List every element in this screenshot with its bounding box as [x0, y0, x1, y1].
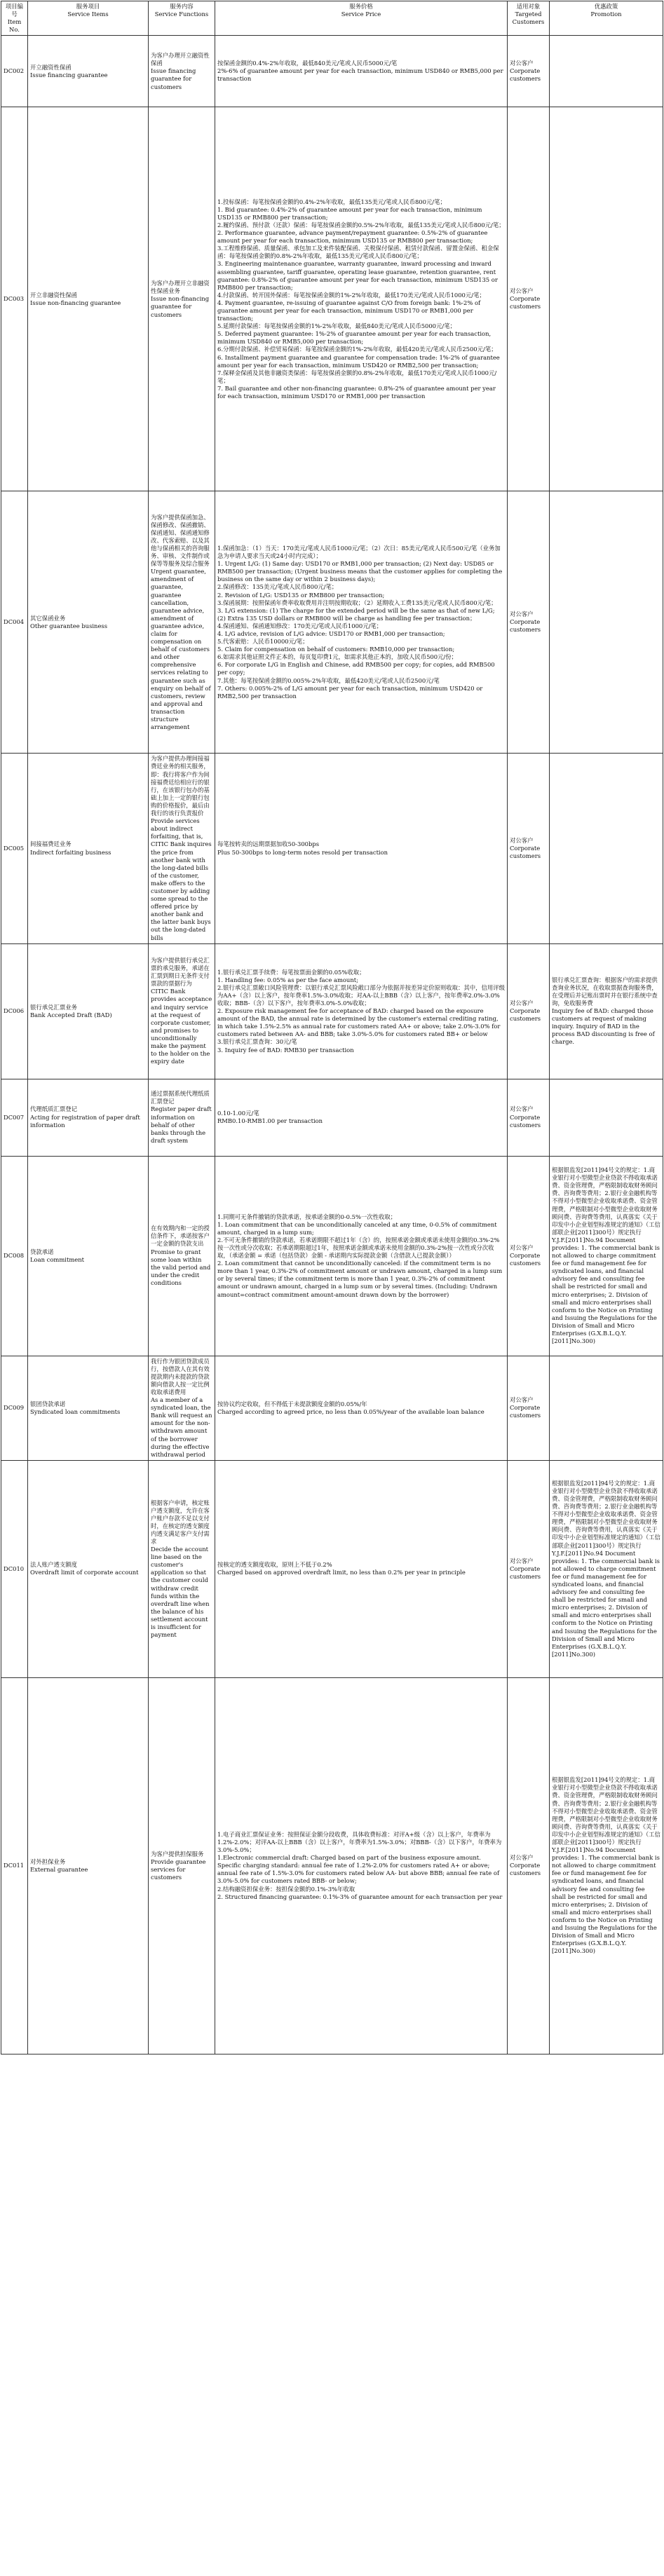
- service-item-cell: [28, 36, 149, 107]
- targeted-customers-cell: [508, 36, 550, 107]
- targeted-customers-line: Corporate customers: [510, 1252, 541, 1267]
- service-item-en: Acting for registration of paper draft information: [30, 1113, 140, 1129]
- service-price-cell: [215, 1460, 508, 1677]
- item-code: DC011: [4, 1862, 25, 1869]
- targeted-customers-line: Corporate customers: [510, 1404, 541, 1419]
- promotion-cell: [550, 491, 663, 754]
- service-function-line: 通过票据系统代理纸质汇票登记: [151, 1090, 210, 1105]
- service-price-line: Charged based on approved overdraft limit, no less than 0.2% per year in principle: [217, 1569, 466, 1576]
- item-code: DC004: [4, 618, 25, 626]
- service-item-cell: [28, 491, 149, 754]
- service-item-cell: [28, 943, 149, 1079]
- item-code-cell: [1, 1079, 28, 1156]
- table-row: [1, 36, 663, 107]
- targeted-customers-line: Corporate customers: [510, 844, 541, 860]
- targeted-customers-line: 对公客户: [510, 611, 534, 618]
- service-price-line: 7.其他：每笔按保函金额的0.005%-2%年收取，最低420美元/笔或人民币2500元/笔: [217, 676, 440, 684]
- service-price-line: 1.银行承兑汇票手续费：每笔按票面金额的0.05%收取；: [217, 968, 365, 976]
- service-item-zh: 银团贷款承诺: [30, 1400, 66, 1408]
- service-price-cell: [215, 1156, 508, 1356]
- service-price-line: 按保函金额的0.4%-2%年收取，最低840美元/笔或人民币5000元/笔: [217, 60, 398, 67]
- service-item-en: Syndicated loan commitments: [30, 1408, 121, 1415]
- item-code-cell: [1, 491, 28, 754]
- targeted-customers-cell: [508, 107, 550, 491]
- targeted-customers-line: Corporate customers: [510, 1007, 541, 1023]
- service-item-cell: [28, 1079, 149, 1156]
- service-price-line: 4. Payment guarantee, re-issuing of guarantee against C/O from foreign bank: 1%-2% of guarantee amount per year for each transaction, minimum USD170 or RMB1,000 per transaction;: [217, 299, 481, 322]
- service-function-line: Provide guarantee services for customers: [151, 1858, 206, 1881]
- service-item-cell: [28, 1460, 149, 1677]
- service-function-line: Issue financing guarantee for customers: [151, 67, 196, 90]
- promotion-cell: [550, 1677, 663, 2054]
- service-function-line: 为客户提供保函加急、保函修改、保函撤销、保函通知、保函通知修改、代客索赔、以及其他与保函相关的咨询服务、审核、文件制作或保等等服务及综合服务: [151, 513, 210, 568]
- fee-schedule-table: [1, 1, 663, 2054]
- service-price-line: 按核定的透支额度收取，原则上不低于0.2%: [217, 1561, 332, 1569]
- item-code: DC006: [4, 1007, 25, 1015]
- service-item-zh: 法人账户透支额度: [30, 1561, 77, 1569]
- service-function-line: 我行作为银团贷款成员行，按借款人在其有效提款期内未提款的贷款额向借款人按一定比例收取承诺费用: [151, 1357, 210, 1396]
- targeted-customers-line: Corporate customers: [510, 295, 541, 311]
- service-price-line: Plus 50-300bps to long-term notes resold per transaction: [217, 848, 388, 856]
- promotion-line: Inquiry fee of BAD: charged those customers at request of making inquiry. Inquiry of BAD in the process BAD discounting is free of charge.: [552, 1007, 655, 1046]
- promotion-line: 根据银监发[2011]94号文的规定：1.商业银行对小型微型企业贷款不得收取承诺费、资金管理费，严格限制收取财务顾问费、咨询费等费用；2.银行业金融机构等不得对小型微型企业收取承诺费、资金管理费，严格限制对小型微型企业收取财务顾问费、咨询费等费用，认真落实《关于印发中小企业划型标准规定的通知》（工信部联企业[2011]300号）规定执行: [552, 1479, 660, 1549]
- service-price-cell: [215, 754, 508, 943]
- service-price-line: 4.付款保函、转开国外保函：每笔按保函金额的1%-2%年收取，最低170美元/笔或人民币1000元/笔；: [217, 291, 485, 299]
- service-price-line: 2.不可无条件撤销的贷款承诺，若承诺期限不超过1年（含）的，按照承诺金额或承诺未使用金额的0.3%-2%按一次性或分次收取；若承诺期限超过1年，按照承诺金额或承诺未使用金额的0.3%-2%按一次性或分次收取，（承诺金额 = 承诺（包括贷款）金额 - 承诺期内实际提款金额（含借款人已提款金额））: [217, 1236, 500, 1260]
- service-function-line: CITIC Bank provides acceptance and inquiry service at the request of corporate customer, and promises to unconditionally make the payment to the holder on the expiry date: [151, 988, 212, 1065]
- service-price-line: 3.银行承兑汇票查询：30元/笔: [217, 1038, 297, 1046]
- service-price-line: 1. Handling fee: 0.05% as per the face amount;: [217, 976, 358, 983]
- service-price-line: 7.保释金保函及其他非融资类保函：每笔按保函金额的0.8%-2%年收取，最低170美元/笔或人民币1000元/笔；: [217, 369, 497, 384]
- service-price-line: Charged according to agreed price, no less than 0.05%/year of the available loan balance: [217, 1408, 485, 1415]
- service-price-line: 2.保函修改：135美元/笔或人民币800元/笔；: [217, 583, 338, 591]
- item-code-cell: [1, 1356, 28, 1460]
- item-code-cell: [1, 943, 28, 1079]
- targeted-customers-line: 对公客户: [510, 1396, 534, 1404]
- service-function-cell: [149, 1677, 215, 2054]
- item-code: DC007: [4, 1113, 25, 1121]
- service-item-en: External guarantee: [30, 1865, 88, 1873]
- targeted-customers-cell: [508, 1156, 550, 1356]
- targeted-customers-line: Corporate customers: [510, 1862, 541, 1877]
- service-price-line: 3.保函展期：按照保函年费率收取费用并注明按期收取；（2）延期收入工费135美元/笔或人民币800元/笔；: [217, 599, 497, 606]
- header-target: 适用对象 Targeted Customers: [508, 1, 550, 36]
- service-item-cell: [28, 107, 149, 491]
- service-function-cell: [149, 1079, 215, 1156]
- table-row: [1, 754, 663, 943]
- service-function-line: Register paper draft information on behalf of other banks through the draft system: [151, 1105, 212, 1144]
- service-item-en: Indirect forfaiting business: [30, 848, 111, 856]
- service-price-line: 3. Inquiry fee of BAD: RMB30 per transaction: [217, 1046, 354, 1054]
- service-function-cell: [149, 491, 215, 754]
- table-row: [1, 1079, 663, 1156]
- item-code-cell: [1, 36, 28, 107]
- item-code: DC003: [4, 295, 25, 303]
- promotion-cell: [550, 943, 663, 1079]
- targeted-customers-line: 对公客户: [510, 60, 534, 67]
- service-price-cell: [215, 1356, 508, 1460]
- service-price-cell: [215, 107, 508, 491]
- targeted-customers-cell: [508, 1677, 550, 2054]
- service-price-cell: [215, 491, 508, 754]
- service-function-cell: [149, 943, 215, 1079]
- service-price-line: 2. Structured financing guarantee: 0.1%-3% of guarantee amount for each transaction per year: [217, 1893, 503, 1900]
- item-code: DC009: [4, 1404, 25, 1412]
- service-function-line: 为客户办理开立非融资性保函业务: [151, 280, 210, 295]
- targeted-customers-line: 对公客户: [510, 1105, 534, 1113]
- service-function-line: Promise to grant some loan within the valid period and under the credit conditions: [151, 1248, 211, 1286]
- promotion-line: Y.J.F.[2011]No.94 Document provides: 1. The commercial bank is not allowed to charge commitment fee or fund management fee for syndicated loans, and financial advisory fee and consulting fee shall be restricted for small and micro enterprises; 2. Division of small and micro enterprises shall conform to the Notice on Printing and Issuing the Regulations for the Division of Small and Micro Enterprises (G.X.B.L.Q.Y.[2011]No.300): [552, 1236, 660, 1345]
- service-price-line: 6. For corporate L/G in English and Chinese, add RMB500 per copy; for copies, add RMB500 per copy;: [217, 661, 495, 676]
- item-code-cell: [1, 1156, 28, 1356]
- service-price-cell: [215, 36, 508, 107]
- item-code-cell: [1, 1460, 28, 1677]
- service-function-cell: [149, 1356, 215, 1460]
- promotion-cell: [550, 1156, 663, 1356]
- service-item-zh: 其它保函业务: [30, 614, 66, 622]
- targeted-customers-cell: [508, 943, 550, 1079]
- service-price-line: 2. Loan commitment that cannot be unconditionally canceled: if the commitment term is no more than 1 year, 0.3%-2% of commitment amount or undrawn amount, charged in a lump sum or by several times; if the commitment term is more than 1 year, 0.3%-2% of commitment amount or undrawn amount, charged in a lump sum or by several times. (Including: Undrawn amount=contract commitment amount-amount drawn down by the borrower): [217, 1260, 503, 1298]
- promotion-line: 根据银监发[2011]94号文的规定：1.商业银行对小型微型企业贷款不得收取承诺费、资金管理费，严格限制收取财务顾问费、咨询费等费用；2.银行业金融机构等不得对小型微型企业收取承诺费、资金管理费，严格限制对小型微型企业收取财务顾问费、咨询费等费用，认真落实《关于印发中小企业划型标准规定的通知》（工信部联企业[2011]300号）规定执行: [552, 1166, 660, 1236]
- service-price-line: 1.同期可无条件撤销的贷款承诺，按承诺金额的0-0.5%一次性收取；: [217, 1213, 397, 1220]
- service-item-zh: 贷款承诺: [30, 1248, 54, 1255]
- service-item-zh: 代理纸质汇票登记: [30, 1105, 77, 1113]
- targeted-customers-line: Corporate customers: [510, 67, 541, 83]
- service-function-line: 在有效期内和一定的授信条件下，承诺按客户一定金额的贷款支出: [151, 1225, 210, 1248]
- service-item-cell: [28, 754, 149, 943]
- service-function-line: Urgent guarantee, amendment of guarantee, guarantee cancellation, guarantee advice, amendment of guarantee advice, claim for compensation on behalf of customers and other comprehensive services relating to guarantee such as enquiry on behalf of customers, review and approval and transaction structure arrangement: [151, 568, 211, 731]
- header-item: 服务项目 Service Items: [28, 1, 149, 36]
- targeted-customers-line: 对公客户: [510, 836, 534, 844]
- promotion-cell: [550, 36, 663, 107]
- service-price-line: 4.保函通知、保函通知修改：170美元/笔或人民币1000元/笔；: [217, 622, 383, 629]
- service-price-line: 1.电子商业汇票保证业务：按照保证金额分段收费，具体收费标准：对评A+级（含）以上客户，年费率为1.2%-2.0%；对评AA-以上BBB（含）以上客户，年费率为1.5%-3.0%；对BBB-（含）以下客户，年费率为3.0%-5.0%；: [217, 1830, 502, 1854]
- service-price-line: 1.保函加急：（1）当天：170美元/笔或人民币1000元/笔；（2）次日：85美元/笔或人民币500元/笔（业务加急为申请人要求当天或24小时内完成）；: [217, 544, 501, 560]
- item-code: DC002: [4, 67, 25, 75]
- service-function-line: 为客户提供银行承兑汇票的承兑服务，承诺在汇票到期日无条件支付票款的票据行为: [151, 956, 210, 988]
- service-price-line: 1.投标保函：每笔按保函金额的0.4%-2%年收取，最低135美元/笔或人民币800元/笔；: [217, 198, 446, 205]
- promotion-line: Y.J.F.[2011]No.94 Document provides: 1. The commercial bank is not allowed to charge commitment fee or fund management fee for syndicated loans, and financial advisory fee and consulting fee shall be restricted for small and micro enterprises; 2. Division of small and micro enterprises shall conform to the Notice on Printing and Issuing the Regulations for the Division of Small and Micro Enterprises (G.X.B.L.Q.Y.[2011]No.300): [552, 1846, 660, 1955]
- service-price-cell: [215, 1079, 508, 1156]
- targeted-customers-cell: [508, 1460, 550, 1677]
- service-price-line: 2.结构融资担保业务：按担保金额的0.1%-3%年收取: [217, 1885, 355, 1893]
- service-price-line: 3.工程维修保函、质量保函、承包加工及来件装配保函、关税保付保函、租赁付款保函、留置金保函、租金保函：每笔按保函金额的0.8%-2%年收取，最低135美元/笔或人民币800元/笔；: [217, 245, 499, 260]
- service-item-en: Bank Accepted Draft (BAD): [30, 1011, 112, 1018]
- promotion-line: Y.J.F.[2011]No.94 Document provides: 1. The commercial bank is not allowed to charge commitment fee or fund management fee for syndicated loans, and financial advisory fee and consulting fee shall be restricted for small and micro enterprises; 2. Division of small and micro enterprises shall conform to the Notice on Printing and Issuing the Regulations for the Division of Small and Micro Enterprises (G.X.B.L.Q.Y.[2011]No.300): [552, 1549, 660, 1658]
- service-item-en: Issue financing guarantee: [30, 71, 108, 79]
- targeted-customers-line: Corporate customers: [510, 618, 541, 634]
- item-code-cell: [1, 107, 28, 491]
- targeted-customers-line: 对公客户: [510, 999, 534, 1007]
- targeted-customers-line: 对公客户: [510, 1854, 534, 1862]
- item-code-cell: [1, 1677, 28, 2054]
- targeted-customers-line: Corporate customers: [510, 1565, 541, 1580]
- service-function-cell: [149, 107, 215, 491]
- service-function-line: Issue non-financing guarantee for customers: [151, 295, 210, 318]
- targeted-customers-cell: [508, 1356, 550, 1460]
- service-price-line: 每笔按转卖的远期票据加收50-300bps: [217, 840, 319, 848]
- table-body: [1, 36, 663, 2054]
- table-row: [1, 1460, 663, 1677]
- service-price-line: 7. Bail guarantee and other non-financing guarantee: 0.8%-2% of guarantee amount per year for each transaction, minimum USD170 or RMB1,000 per transaction: [217, 384, 496, 400]
- service-function-line: 根据客户申请，核定账户透支额度，允许在客户账户存款不足以支付时，在核定的透支额度内透支满足客户支付需求: [151, 1499, 210, 1545]
- table-row: [1, 491, 663, 754]
- service-item-zh: 银行承兑汇票业务: [30, 1003, 77, 1011]
- table-row: [1, 107, 663, 491]
- service-price-line: 4. L/G advice, revision of L/G advice: USD170 or RMB1,000 per transaction;: [217, 629, 445, 637]
- promotion-cell: [550, 754, 663, 943]
- service-function-line: 为客户办理开立融资性保函: [151, 52, 210, 67]
- service-item-cell: [28, 1156, 149, 1356]
- service-function-line: As a member of a syndicated loan, the Bank will request an amount for the non-withdrawn amount of the borrower during the effective withdrawal period: [151, 1396, 212, 1458]
- service-price-line: 0.10-1.00元/笔: [217, 1110, 259, 1117]
- item-code: DC005: [4, 844, 25, 852]
- service-price-cell: [215, 943, 508, 1079]
- service-item-zh: 对外担保业务: [30, 1858, 66, 1865]
- service-item-cell: [28, 1356, 149, 1460]
- service-item-zh: 开立融资性保函: [30, 63, 72, 71]
- targeted-customers-cell: [508, 1079, 550, 1156]
- service-price-line: 6. Installment payment guarantee and guarantee for compensation trade: 1%-2% of guarantee amount per year for each transaction, minimum USD420 or RMB2,500 per transaction;: [217, 353, 500, 369]
- service-price-line: 5. Deferred payment guarantee: 1%-2% of guarantee amount per year for each transaction, minimum USD840 or RMB5,000 per transaction;: [217, 330, 492, 346]
- service-price-line: 1. Loan commitment that can be unconditionally canceled at any time, 0-0.5% of commitment amount, charged in a lump sum;: [217, 1220, 497, 1236]
- service-item-cell: [28, 1677, 149, 2054]
- service-function-cell: [149, 1460, 215, 1677]
- service-price-line: 5.代客索赔：人民币10000元/笔；: [217, 638, 309, 646]
- item-code-cell: [1, 754, 28, 943]
- service-function-cell: [149, 1156, 215, 1356]
- targeted-customers-line: 对公客户: [510, 1557, 534, 1565]
- service-price-cell: [215, 1677, 508, 2054]
- service-price-line: 6.如需求其他证照文件正本的，每页复印费1元，如需求其他正本的，加收人民币500元/份；: [217, 653, 457, 661]
- service-price-line: 3. L/G extension: (1) The charge for the extended period will be the same as that of new L/G; (2) Extra 135 USD dollars or RMB800 will be charge as handling fee per transaction；: [217, 606, 495, 622]
- service-price-line: RMB0.10-RMB1.00 per transaction: [217, 1117, 323, 1125]
- targeted-customers-line: 对公客户: [510, 1243, 534, 1251]
- item-code: DC010: [4, 1565, 25, 1572]
- service-function-line: 为客户提供担保服务: [151, 1850, 204, 1858]
- service-price-line: 1.Electronic commercial draft: Charged based on part of the business exposure amount. Specific charging standard: annual fee rate of 1.2%-2.0% for customers rated A+ or above; annual fee rate of 1.5%-3.0% for customers rated below AA- but above BBB; annual fee rate of 3.0%-5.0% for customers rated BBB- or below;: [217, 1854, 500, 1885]
- service-price-line: 5.延期付款保函：每笔按保函金额的1%-2%年收取，最低840美元/笔或人民币5000元/笔；: [217, 322, 456, 330]
- targeted-customers-cell: [508, 491, 550, 754]
- table-row: [1, 1677, 663, 2054]
- service-function-line: Provide services about indirect forfaiting, that is, CITIC Bank inquires the price from another bank with the long-dated bills of the customer, make offers to the customer by adding some spread to the offered price by another bank and the latter bank buys out the long-dated bills: [151, 817, 212, 941]
- promotion-cell: [550, 1356, 663, 1460]
- targeted-customers-line: 对公客户: [510, 287, 534, 295]
- promotion-line: 银行承兑汇票查询：根据客户的需求提供查询业务状况，在收取票据查询服务费，在受理后并记账出票时并在银行系统中查询，免收服务费: [552, 976, 658, 1007]
- service-price-line: 3. Engineering maintenance guarantee, warranty guarantee, inward processing and inward assembling guarantee, tariff guarantee, operating lease guarantee, retention guarantee, rent guarantee: 0.8%-2% of guarantee amount per year for each transaction, minimum USD135 or RMB800 per transaction;: [217, 260, 498, 291]
- service-price-line: 5. Claim for compensation on behalf of customers: RMB10,000 per transaction;: [217, 646, 455, 653]
- service-item-en: Loan commitment: [30, 1255, 84, 1263]
- promotion-line: 根据银监发[2011]94号文的规定：1.商业银行对小型微型企业贷款不得收取承诺费、资金管理费，严格限制收取财务顾问费、咨询费等费用；2.银行业金融机构等不得对小型微型企业收取承诺费、资金管理费，严格限制对小型微型企业收取财务顾问费、咨询费等费用，认真落实《关于印发中小企业划型标准规定的通知》（工信部联企业[2011]300号）规定执行: [552, 1776, 660, 1846]
- service-price-line: 2%-6% of guarantee amount per year for each transaction, minimum USD840 or RMB5,000 per transaction: [217, 67, 503, 83]
- service-price-line: 2. Revision of L/G: USD135 or RMB800 per transaction;: [217, 591, 385, 599]
- promotion-cell: [550, 1460, 663, 1677]
- targeted-customers-cell: [508, 754, 550, 943]
- promotion-cell: [550, 107, 663, 491]
- service-price-line: 6.分期付款保函、补偿贸易保函：每笔按保函金额的1%-2%年收取，最低420美元/笔或人民币2500元/笔；: [217, 346, 497, 353]
- header-code: 项目编号 Item No.: [1, 1, 28, 36]
- table-header-row: [1, 1, 663, 36]
- service-price-line: 2.银行承兑汇票敞口风险管理费：以银行承兑汇票风险敞口部分为依据并按差异定价原则收取：其中，信用评级为AA+（含）以上客户，按年费率1.5%-3.0%收取；对AA-以上BBB（含）以上客户，按年费率2.0%-3.0%收取；BBB-（含）以下客户，按年费率3.0%-5.0%收取；: [217, 983, 505, 1007]
- service-price-line: 7. Others: 0.005%-2% of L/G amount per year for each transaction, minimum USD420 or RMB2,500 per transaction: [217, 684, 483, 700]
- service-item-en: Other guarantee business: [30, 622, 108, 629]
- service-price-line: 1. Bid guarantee: 0.4%-2% of guarantee amount per year for each transaction, minimum USD135 or RMB800 per transaction;: [217, 205, 482, 221]
- table-row: [1, 1156, 663, 1356]
- service-item-zh: 间接福费廷业务: [30, 840, 72, 848]
- item-code: DC008: [4, 1252, 25, 1260]
- targeted-customers-line: Corporate customers: [510, 1113, 541, 1129]
- header-function: 服务内容 Service Functions: [149, 1, 215, 36]
- service-price-line: 1. Urgent L/G: (1) Same day: USD170 or RMB1,000 per transaction; (2) Next day: USD85 or RMB500 per transaction; (Urgent business means that the customer applies for completing the business on the same day or within 2 business days);: [217, 560, 503, 583]
- header-price: 服务价格 Service Price: [215, 1, 508, 36]
- table-row: [1, 1356, 663, 1460]
- service-price-line: 2.履约保函、预付款（还款）保函：每笔按保函金额的0.5%-2%年收取，最低135美元/笔或人民币800元/笔；: [217, 221, 505, 229]
- service-item-en: Overdraft limit of corporate account: [30, 1569, 139, 1576]
- table-row: [1, 943, 663, 1079]
- service-price-line: 2. Exposure risk management fee for acceptance of BAD: charged based on the exposure amount of the BAD, the annual rate is determined by the customer's external crediting rating, in which take 1.5%-2.5% as annual rate for customers rated AA+ or above; take 2.0%-3.0% for customers rated between AA- and BBB; take 3.0%-5.0% for customers rated BB+ or below: [217, 1007, 501, 1038]
- service-function-cell: [149, 36, 215, 107]
- promotion-cell: [550, 1079, 663, 1156]
- service-function-cell: [149, 754, 215, 943]
- service-function-line: 为客户提供办理间接福费廷业务的相关服务，即：我行将客户作为间接福费廷给相应行的银行，在该银行包办的基础上加上一定的银行包购的价格报价，最后由我行的该行负责报价: [151, 755, 210, 817]
- header-promotion: 优惠政策 Promotion: [550, 1, 663, 36]
- service-price-line: 2. Performance guarantee, advance payment/repayment guarantee: 0.5%-2% of guarantee amount per year for each transaction, minimum USD135 or RMB800 per transaction;: [217, 229, 488, 245]
- service-function-line: Decide the account line based on the customer's application so that the customer could withdraw credit funds within the overdraft line when the balance of his settlement account is insufficient for payment: [151, 1546, 210, 1639]
- service-price-line: 按协议约定收取，但不得低于未提款额度金额的0.05%/年: [217, 1400, 367, 1408]
- service-item-zh: 开立非融资性保函: [30, 291, 77, 299]
- service-item-en: Issue non-financing guarantee: [30, 299, 121, 306]
